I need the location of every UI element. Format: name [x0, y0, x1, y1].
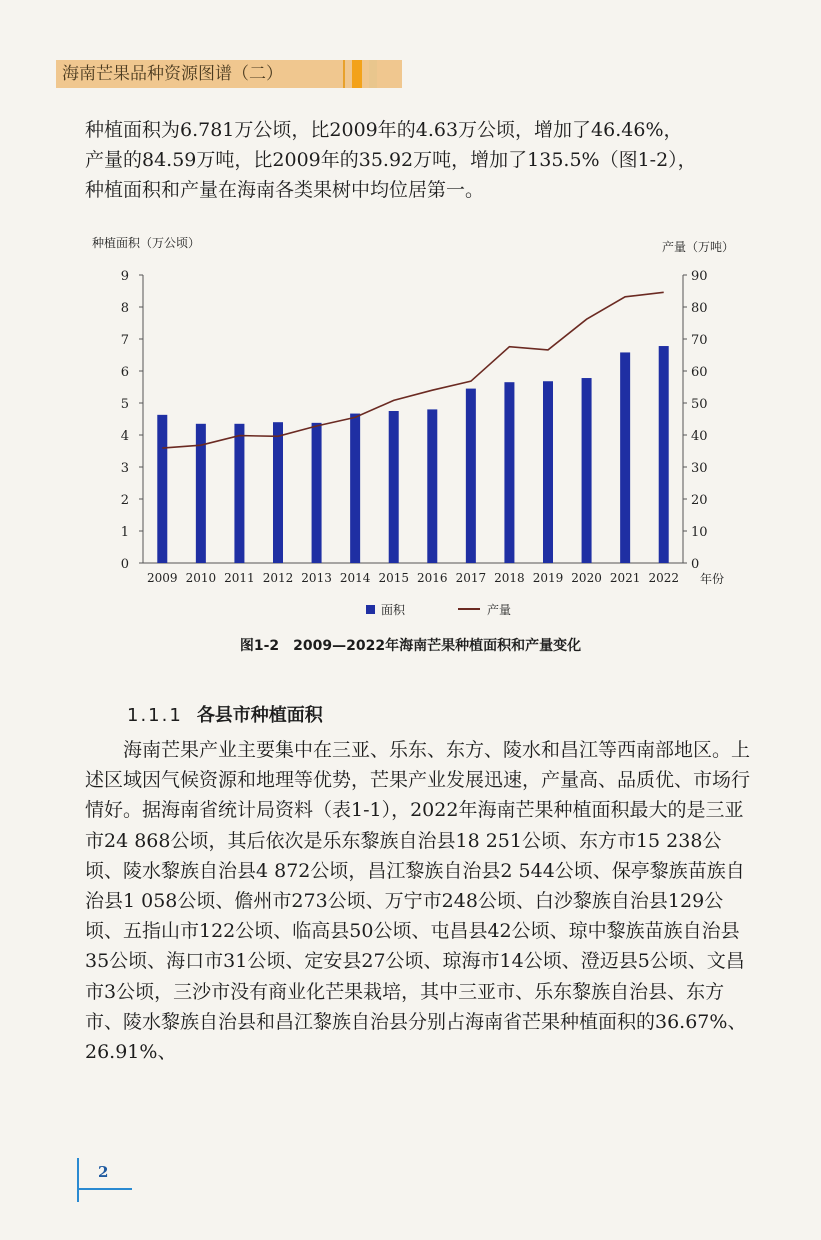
y-tick-label-left: 2	[120, 493, 129, 508]
x-tick-label: 2010	[185, 571, 217, 585]
x-tick-label: 2016	[417, 571, 448, 585]
intro-line: 种植面积为6.781万公顷，比2009年的4.63万公顷，增加了46.46%，	[85, 119, 683, 141]
axes	[139, 275, 687, 563]
bar-area-2012	[273, 422, 283, 563]
intro-line: 种植面积和产量在海南各类果树中均位居第一。	[85, 179, 485, 201]
section-title: 各县市种植面积	[196, 705, 323, 726]
y-axis-right-label: 产量（万吨）	[662, 240, 735, 254]
y-tick-label-right: 90	[691, 269, 708, 284]
section-heading	[127, 701, 323, 727]
y-tick-label-right: 0	[691, 557, 700, 572]
x-tick-label: 2020	[571, 571, 602, 585]
figure-caption: 图1-2 2009—2022年海南芒果种植面积和产量变化	[239, 638, 582, 654]
x-tick-label: 2011	[224, 571, 255, 585]
page-number-rule-vertical	[77, 1158, 79, 1202]
x-axis-label: 年份	[700, 572, 725, 586]
y-tick-label-right: 40	[691, 429, 708, 444]
y-axis-left-label: 种植面积（万公顷）	[92, 236, 201, 250]
y-tick-label-left: 4	[120, 429, 129, 444]
y-tick-label-left: 0	[120, 557, 129, 572]
bar-area-2021	[620, 352, 630, 563]
x-tick-label: 2012	[262, 571, 294, 585]
bar-area-2020	[582, 378, 592, 563]
bar-area-2022	[659, 346, 669, 563]
y-tick-label-right: 80	[691, 301, 708, 316]
y-tick-label-right: 30	[691, 461, 708, 476]
tick-labels	[121, 269, 708, 585]
area-production-chart	[0, 220, 821, 625]
legend-swatch-area	[366, 605, 375, 614]
x-tick-label: 2009	[147, 571, 178, 585]
y-tick-label-left: 9	[120, 269, 129, 284]
bar-area-2013	[312, 423, 322, 563]
y-tick-label-right: 50	[691, 397, 708, 412]
y-tick-label-left: 8	[120, 301, 129, 316]
x-tick-label: 2019	[532, 571, 564, 585]
y-tick-label-right: 70	[691, 333, 708, 348]
bar-area-2009	[157, 415, 167, 563]
x-tick-label: 2015	[378, 571, 409, 585]
bar-series-area	[157, 346, 668, 563]
page-number-rule-horizontal	[77, 1188, 132, 1190]
page-number: 2	[98, 1163, 109, 1181]
x-tick-label: 2014	[339, 571, 371, 585]
section-number: 1.1.1	[127, 705, 183, 726]
bar-area-2016	[427, 409, 437, 563]
legend-label-area: 面积	[381, 603, 406, 617]
y-tick-label-right: 60	[691, 365, 708, 380]
bar-area-2011	[234, 424, 244, 563]
legend-label-production: 产量	[487, 603, 512, 617]
y-tick-label-right: 10	[691, 525, 708, 540]
bar-area-2018	[504, 382, 514, 563]
header-decoration	[343, 60, 377, 88]
intro-line: 产量的84.59万吨，比2009年的35.92万吨，增加了135.5%（图1-2），	[85, 149, 697, 171]
intro-paragraph	[85, 115, 697, 205]
y-tick-label-left: 7	[120, 333, 129, 348]
x-tick-label: 2021	[609, 571, 641, 585]
x-tick-label: 2022	[648, 571, 679, 585]
bar-area-2019	[543, 381, 553, 563]
y-tick-label-right: 20	[691, 493, 708, 508]
bar-area-2017	[466, 389, 476, 563]
bar-area-2014	[350, 414, 360, 563]
running-header-title: 海南芒果品种资源图谱（二）	[62, 64, 283, 84]
y-tick-label-left: 1	[120, 525, 129, 540]
y-tick-label-left: 3	[120, 461, 129, 476]
x-tick-label: 2018	[494, 571, 525, 585]
chart-legend	[366, 602, 511, 617]
y-tick-label-left: 6	[120, 365, 129, 380]
x-tick-label: 2013	[301, 571, 332, 585]
x-tick-label: 2017	[455, 571, 487, 585]
y-tick-label-left: 5	[120, 397, 129, 412]
bar-area-2015	[389, 411, 399, 563]
body-paragraph: 海南芒果产业主要集中在三亚、乐东、东方、陵水和昌江等西南部地区。上述区域因气候资源和地理等优势，芒果产业发展迅速，产量高、品质优、市场行情好。据海南省统计局资料（表1-1），2022年海南芒果种植面积最大的是三亚市24 868公顷，其后依次是乐东黎族自治县18 251公顷、东方市15 238公顷、陵水黎族自治县4 872公顷，昌江黎族自治县2 544公顷、保亭黎族苗族自治县1 058公顷、儋州市273公顷、万宁市248公顷、白沙黎族自治县129公顷、五指山市122公顷、临高县50公顷、屯昌县42公顷、琼中黎族苗族自治县35公顷、海口市31公顷、定安县27公顷、琼海市14公顷、澄迈县5公顷、文昌市3公顷，三沙市没有商业化芒果栽培，其中三亚市、乐东黎族自治县、东方市、陵水黎族自治县和昌江黎族自治县分别占海南省芒果种植面积的36.67%、26.91%、	[85, 739, 751, 1064]
